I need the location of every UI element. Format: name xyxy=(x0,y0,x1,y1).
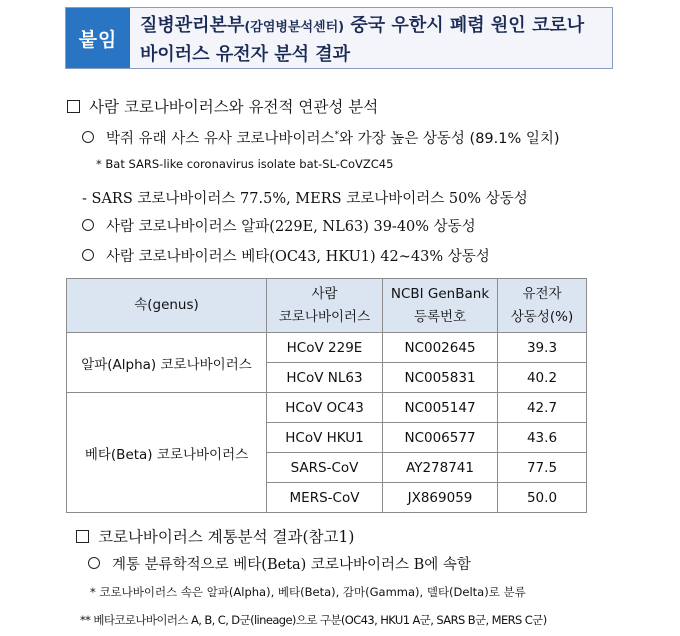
header-hom-l2: 상동성(%) xyxy=(510,308,574,325)
virus-cell: HCoV OC43 xyxy=(267,393,383,423)
checkbox-square-icon xyxy=(67,100,80,113)
circle-bullet-icon xyxy=(88,557,100,569)
bullet-alpha-text: 사람 코로나바이러스 알파(229E, NL63) 39-40% 상동성 xyxy=(106,219,476,235)
table-row xyxy=(67,393,587,423)
accession-cell: AY278741 xyxy=(383,453,498,483)
phylogeny-text-a: 계통 분류학적으로 xyxy=(112,557,234,573)
bullet-beta xyxy=(82,245,490,266)
circle-bullet-icon xyxy=(82,219,94,231)
homology-cell: 42.7 xyxy=(498,393,587,423)
attachment-badge: 붙임 xyxy=(66,8,130,68)
bullet-alpha xyxy=(82,215,476,236)
header-ncbi-l1: NCBI GenBank xyxy=(390,285,490,302)
homology-cell: 43.6 xyxy=(498,423,587,453)
homology-table xyxy=(66,278,587,513)
bullet-phylogeny xyxy=(88,553,471,574)
note-genus-classes: * 코로나바이러스 속은 알파(Alpha), 베타(Beta), 감마(Gamma), 델타(Delta)로 분류 xyxy=(90,585,526,599)
virus-cell: HCoV 229E xyxy=(267,333,383,363)
footnote-mark: * xyxy=(334,130,340,141)
title-line-2: 바이러스 유전자 분석 결과 xyxy=(140,44,351,65)
note-bat-isolate: * Bat SARS-like coronavirus isolate bat-SL-CoVZC45 xyxy=(96,157,394,171)
accession-cell: NC006577 xyxy=(383,423,498,453)
section-2-heading-text: 코로나바이러스 계통분석 결과(참고1) xyxy=(98,528,355,546)
title-org: 질병관리본부 xyxy=(140,15,245,36)
circle-bullet-icon xyxy=(82,249,94,261)
virus-cell: SARS-CoV xyxy=(267,453,383,483)
title-line-1 xyxy=(140,12,604,41)
section-2-heading xyxy=(76,525,354,547)
accession-cell: NC005831 xyxy=(383,363,498,393)
title-center: (감염병분석센터) xyxy=(244,20,345,35)
table-header-row xyxy=(67,279,587,333)
genus-cell-alpha: 알파(Alpha) 코로나바이러스 xyxy=(67,333,267,393)
bullet-bat-text-b: 와 가장 높은 상동성 (89.1% 일치) xyxy=(339,131,560,147)
section-1-heading xyxy=(67,95,378,117)
dash-line-sars-mers: - SARS 코로나바이러스 77.5%, MERS 코로나바이러스 50% 상동성 xyxy=(82,191,528,207)
bullet-bat-text-a: 박쥐 유래 사스 유사 코로나바이러스 xyxy=(106,131,335,147)
header-hom-l1: 유전자 xyxy=(522,285,562,302)
header-human-l1: 사람 xyxy=(311,285,338,302)
accession-cell: NC005147 xyxy=(383,393,498,423)
accession-cell: JX869059 xyxy=(383,483,498,513)
note-beta-lineages: ** 베타코로나바이러스 A, B, C, D군(lineage)으로 구분(OC43, HKU1 A군, SARS B군, MERS C군) xyxy=(80,613,547,627)
homology-cell: 77.5 xyxy=(498,453,587,483)
genus-cell-beta: 베타(Beta) 코로나바이러스 xyxy=(67,393,267,513)
bullet-bat-sars xyxy=(82,127,560,148)
homology-cell: 50.0 xyxy=(498,483,587,513)
bullet-beta-text: 사람 코로나바이러스 베타(OC43, HKU1) 42~43% 상동성 xyxy=(106,249,490,265)
phylogeny-text-c: 에 속함 xyxy=(424,557,471,573)
phylogeny-text-b: 베타(Beta) 코로나바이러스 B xyxy=(233,557,425,573)
header-human-l2: 코로나바이러스 xyxy=(278,308,371,325)
header-homology xyxy=(498,279,587,333)
circle-bullet-icon xyxy=(82,131,94,143)
header-ncbi xyxy=(383,279,498,333)
header-human-coronavirus xyxy=(267,279,383,333)
header-genus: 속(genus) xyxy=(67,279,267,333)
title-subject: 중국 우한시 폐렴 원인 코로나 xyxy=(344,15,585,36)
homology-cell: 40.2 xyxy=(498,363,587,393)
virus-cell: HCoV NL63 xyxy=(267,363,383,393)
header-ncbi-l2: 등록번호 xyxy=(413,308,467,325)
homology-cell: 39.3 xyxy=(498,333,587,363)
virus-cell: HCoV HKU1 xyxy=(267,423,383,453)
page-title xyxy=(130,8,612,68)
accession-cell: NC002645 xyxy=(383,333,498,363)
table-row xyxy=(67,333,587,363)
section-1-heading-text: 사람 코로나바이러스와 유전적 연관성 분석 xyxy=(89,98,379,116)
title-box xyxy=(65,7,613,69)
checkbox-square-icon xyxy=(76,530,89,543)
virus-cell: MERS-CoV xyxy=(267,483,383,513)
